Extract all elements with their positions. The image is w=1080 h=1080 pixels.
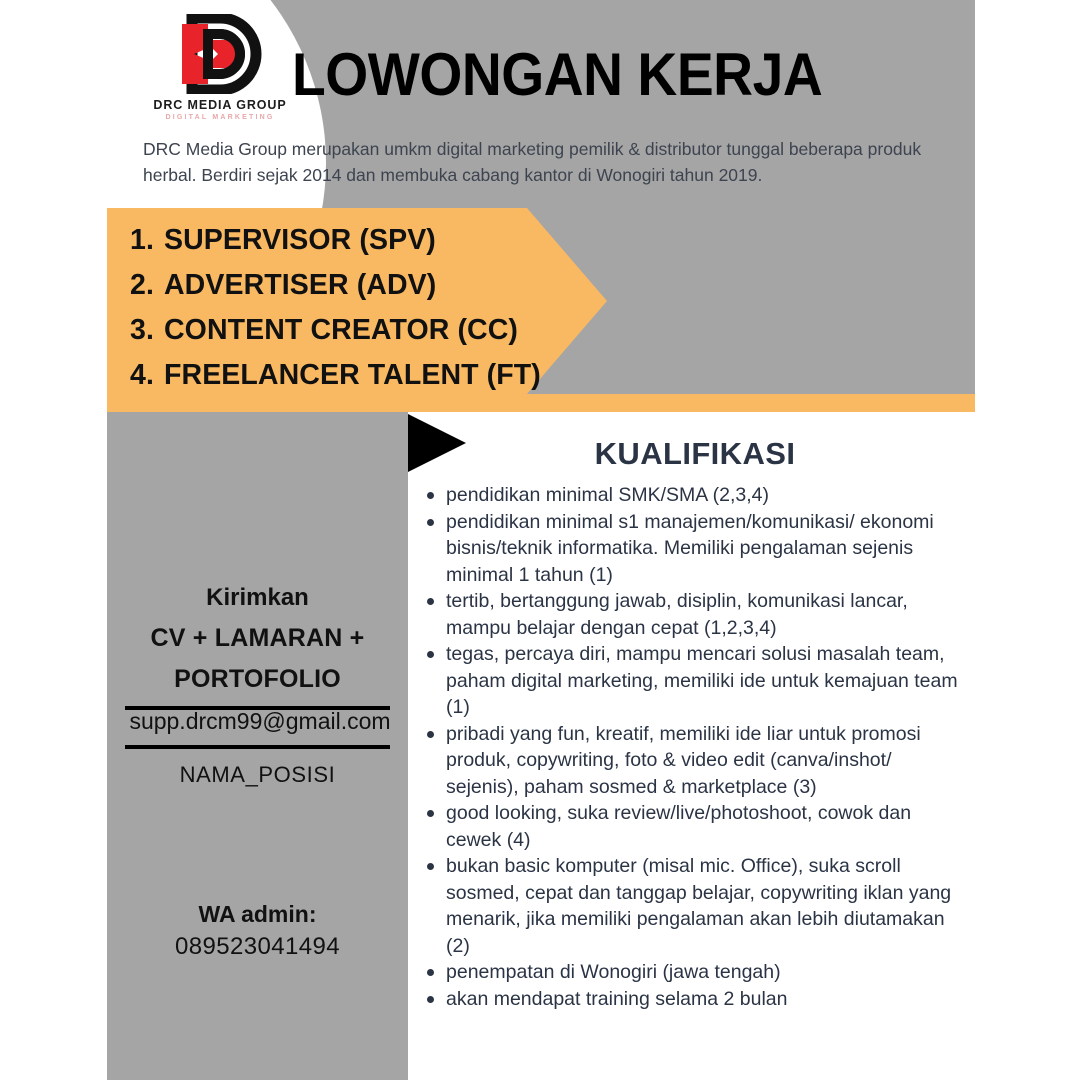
qualifications-title: KUALIFIKASI <box>594 436 796 471</box>
qualification-item: pendidikan minimal s1 manajemen/komunikasi/ ekonomi bisnis/teknik informatika. Memiliki pengalaman sejenis minimal 1 tahun (1) <box>420 509 965 589</box>
position-item <box>130 308 600 353</box>
qualification-item: good looking, suka review/live/photoshoot, cowok dan cewek (4) <box>420 800 965 853</box>
qualification-item: tegas, percaya diri, mampu mencari solusi masalah team, paham digital marketing, memiliki ide untuk kemajuan team (1) <box>420 641 965 721</box>
contact-email[interactable]: supp.drcm99@gmail.com <box>129 708 391 734</box>
company-logo <box>150 14 290 132</box>
requirement-line-2: PORTOFOLIO <box>174 665 341 693</box>
whatsapp-label: WA admin: <box>198 901 317 927</box>
divider-rule-bottom <box>125 745 390 749</box>
position-item <box>130 263 600 308</box>
requirement-line-1: CV + LAMARAN + <box>150 624 365 652</box>
position-label: ADVERTISER (ADV) <box>164 269 437 301</box>
drc-d-monogram-logo <box>174 14 266 94</box>
whatsapp-block <box>107 898 408 964</box>
position-item <box>130 353 600 398</box>
position-label: CONTENT CREATOR (CC) <box>164 314 519 346</box>
positions-list <box>130 218 600 398</box>
position-number: 3. <box>130 314 154 346</box>
qualification-item: pendidikan minimal SMK/SMA (2,3,4) <box>420 482 965 509</box>
page-title: LOWONGAN KERJA <box>292 41 823 108</box>
position-label: FREELANCER TALENT (FT) <box>164 359 541 391</box>
qualification-item: bukan basic komputer (misal mic. Office), suka scroll sosmed, cepat dan tanggap belajar, copywriting iklan yang menarik, jika memiliki pengalaman akan lebih diutamakan (2) <box>420 853 965 959</box>
position-item <box>130 218 600 263</box>
logo-company-name: DRC MEDIA GROUP <box>153 98 287 112</box>
qualification-item: tertib, bertanggung jawab, disiplin, komunikasi lancar, mampu belajar dengan cepat (1,2,3,4) <box>420 588 965 641</box>
position-number: 4. <box>130 359 154 391</box>
qualifications-list <box>420 482 965 1012</box>
email-subject-format: NAMA_POSISI <box>179 762 336 787</box>
company-description: DRC Media Group merupakan umkm digital marketing pemilik & distributor tunggal beberapa produk herbal. Berdiri sejak 2014 dan membuka cabang kantor di Wonogiri tahun 2019. <box>143 139 922 185</box>
play-triangle-icon <box>408 414 466 472</box>
position-number: 1. <box>130 224 154 256</box>
qualification-item: penempatan di Wonogiri (jawa tengah) <box>420 959 965 986</box>
qualification-item: pribadi yang fun, kreatif, memiliki ide liar untuk promosi produk, copywriting, foto & video edit (canva/inshot/ sejenis), paham sosmed & marketplace (3) <box>420 721 965 801</box>
send-label: Kirimkan <box>206 584 309 611</box>
position-label: SUPERVISOR (SPV) <box>164 224 436 256</box>
email-row <box>100 702 420 740</box>
position-number: 2. <box>130 269 154 301</box>
qualification-item: akan mendapat training selama 2 bulan <box>420 986 965 1013</box>
contact-block <box>107 578 408 710</box>
whatsapp-number[interactable]: 089523041494 <box>175 933 340 960</box>
logo-tagline: DIGITAL MARKETING <box>165 114 275 121</box>
